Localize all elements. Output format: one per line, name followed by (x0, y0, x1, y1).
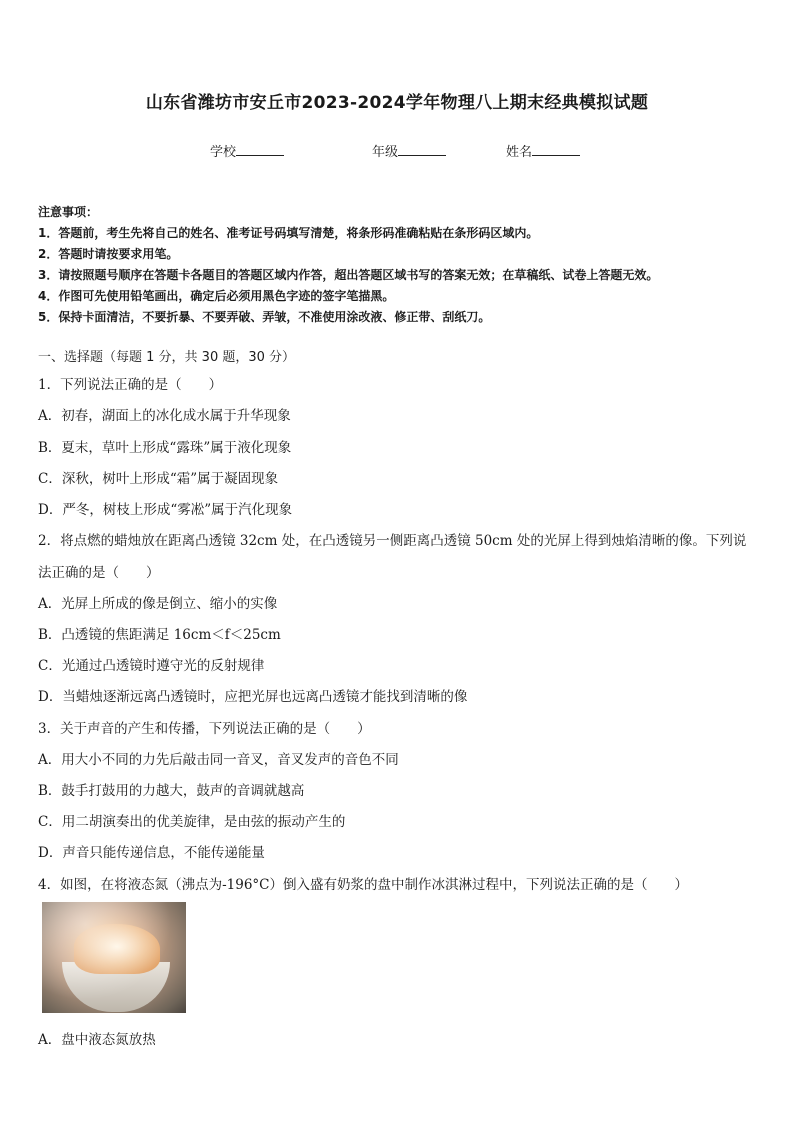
note-item: 2．答题时请按要求用笔。 (38, 247, 179, 261)
grade-label: 年级 (372, 145, 399, 160)
question-line: B．鼓手打鼓用的力越大，鼓声的音调就越高 (38, 783, 305, 799)
school-field (210, 141, 284, 160)
question-line: A．初春，湖面上的冰化成水属于升华现象 (38, 408, 291, 424)
question-line: 1．下列说法正确的是（ ） (38, 377, 223, 393)
question-line: C．用二胡演奏出的优美旋律，是由弦的振动产生的 (38, 814, 346, 830)
name-blank (532, 143, 580, 156)
name-field (506, 141, 580, 160)
grade-blank (398, 143, 446, 156)
name-label: 姓名 (506, 145, 533, 160)
question-line: 4．如图，在将液态氮（沸点为-196°C）倒入盛有奶浆的盘中制作冰淇淋过程中，下列说法正确的是（ ） (38, 877, 688, 893)
question-line: 法正确的是（ ） (38, 565, 160, 581)
question-line: B．凸透镜的焦距满足 16cm＜f＜25cm (38, 627, 281, 643)
question-line: B．夏末，草叶上形成“露珠”属于液化现象 (38, 440, 292, 456)
question-line: 3．关于声音的产生和传播，下列说法正确的是（ ） (38, 721, 371, 737)
ice-cream-photo (42, 902, 186, 1013)
notes-heading: 注意事项： (38, 205, 99, 219)
question-line: D．严冬，树枝上形成“雾凇”属于汽化现象 (38, 502, 293, 518)
note-item: 3．请按照题号顺序在答题卡各题目的答题区域内作答，超出答题区域书写的答案无效；在草稿纸、试卷上答题无效。 (38, 268, 659, 282)
question-line: C．光通过凸透镜时遵守光的反射规律 (38, 658, 265, 674)
exam-title: 山东省潍坊市安丘市2023-2024学年物理八上期末经典模拟试题 (145, 93, 649, 113)
notes-block (38, 202, 768, 328)
note-item: 1．答题前，考生先将自己的姓名、准考证号码填写清楚，将条形码准确粘贴在条形码区域内。 (38, 226, 539, 240)
question-line: D．当蜡烛逐渐远离凸透镜时，应把光屏也远离凸透镜才能找到清晰的像 (38, 689, 468, 705)
question-line: 2．将点燃的蜡烛放在距离凸透镜 32cm 处，在凸透镜另一侧距离凸透镜 50cm 处的光屏上得到烛焰清晰的像。下列说 (38, 533, 747, 549)
question-line: C．深秋，树叶上形成“霜”属于凝固现象 (38, 471, 279, 487)
section-heading: 一、选择题（每题 1 分，共 30 题，30 分） (38, 350, 296, 365)
question-line: A．光屏上所成的像是倒立、缩小的实像 (38, 596, 278, 612)
note-item: 4．作图可先使用铅笔画出，确定后必须用黑色字迹的签字笔描黑。 (38, 289, 395, 303)
question-line: A．盘中液态氮放热 (38, 1032, 156, 1048)
grade-field (372, 141, 446, 160)
question-line: A．用大小不同的力先后敲击同一音叉，音叉发声的音色不同 (38, 752, 399, 768)
nitrogen-mist (42, 902, 186, 1013)
school-label: 学校 (210, 145, 237, 160)
note-item: 5．保持卡面清洁，不要折暴、不要弄破、弄皱，不准使用涂改液、修正带、刮纸刀。 (38, 310, 491, 324)
question-line: D．声音只能传递信息，不能传递能量 (38, 845, 265, 861)
school-blank (236, 143, 284, 156)
